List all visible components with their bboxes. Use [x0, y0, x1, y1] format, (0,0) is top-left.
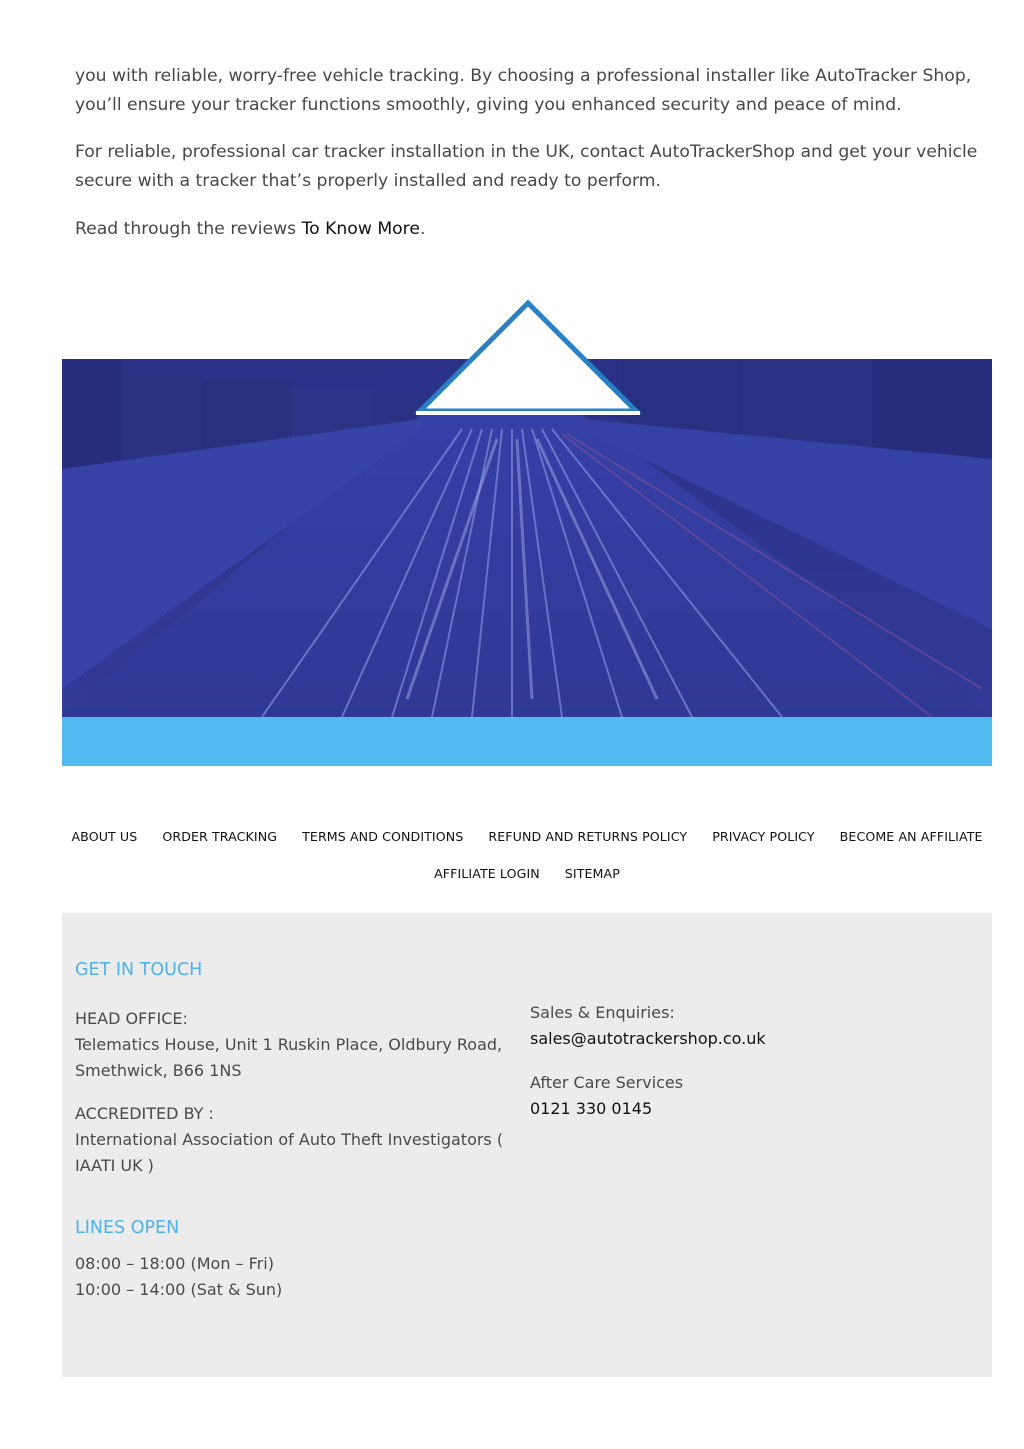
head-office-address-line-2: Smethwick, B66 1NS [75, 1061, 242, 1080]
nav-privacy-policy[interactable]: PRIVACY POLICY [712, 829, 815, 844]
to-know-more-link[interactable]: To Know More [301, 219, 420, 239]
sales-email-link[interactable]: sales@autotrackershop.co.uk [530, 1029, 766, 1048]
accredited-text-line-1: International Association of Auto Theft Investigators ( [75, 1130, 504, 1149]
reviews-suffix: . [419, 219, 426, 239]
head-office-address-line-1: Telematics House, Unit 1 Ruskin Place, Oldbury Road, [75, 1035, 503, 1054]
sales-block [530, 1000, 766, 1052]
accredited-text-line-2: IAATI UK ) [75, 1156, 154, 1175]
get-in-touch-heading: GET IN TOUCH [75, 960, 203, 980]
nav-affiliate-login[interactable]: AFFILIATE LOGIN [434, 866, 540, 881]
nav-terms-and-conditions[interactable]: TERMS AND CONDITIONS [302, 829, 464, 844]
accredited-label: ACCREDITED BY : [75, 1104, 214, 1123]
footer-nav-row-1 [62, 829, 992, 844]
aftercare-label: After Care Services [530, 1073, 684, 1092]
footer-nav-row-2 [62, 866, 992, 881]
triangle-logo-icon [410, 297, 646, 417]
reviews-paragraph [75, 215, 990, 244]
hours-weekday: 08:00 – 18:00 (Mon – Fri) [75, 1254, 274, 1273]
opening-hours-block [75, 1251, 282, 1303]
reviews-prefix: Read through the reviews [75, 219, 302, 239]
footer-contact-panel [62, 913, 992, 1377]
contact-paragraph: For reliable, professional car tracker installation in the UK, contact AutoTrackerShop and get your vehicle secure with a tracker that’s properly installed and ready to perform. [75, 142, 978, 191]
head-office-label: HEAD OFFICE: [75, 1009, 188, 1028]
nav-about-us[interactable]: ABOUT US [71, 829, 138, 844]
aftercare-block [530, 1070, 683, 1122]
nav-refund-and-returns-policy[interactable]: REFUND AND RETURNS POLICY [488, 829, 688, 844]
intro-paragraph: you with reliable, worry-free vehicle tracking. By choosing a professional installer like AutoTracker Shop, you’ll ensure your tracker functions smoothly, giving you enhanced security and peace of mind. [75, 66, 972, 115]
sales-label: Sales & Enquiries: [530, 1003, 675, 1022]
blue-accent-band [62, 717, 992, 766]
lines-open-heading: LINES OPEN [75, 1218, 180, 1238]
hours-weekend: 10:00 – 14:00 (Sat & Sun) [75, 1280, 283, 1299]
nav-sitemap[interactable]: SITEMAP [564, 866, 620, 881]
nav-order-tracking[interactable]: ORDER TRACKING [162, 829, 278, 844]
aftercare-phone-link[interactable]: 0121 330 0145 [530, 1099, 653, 1118]
head-office-block [75, 1006, 502, 1084]
nav-become-an-affiliate[interactable]: BECOME AN AFFILIATE [839, 829, 983, 844]
accredited-block [75, 1101, 503, 1179]
